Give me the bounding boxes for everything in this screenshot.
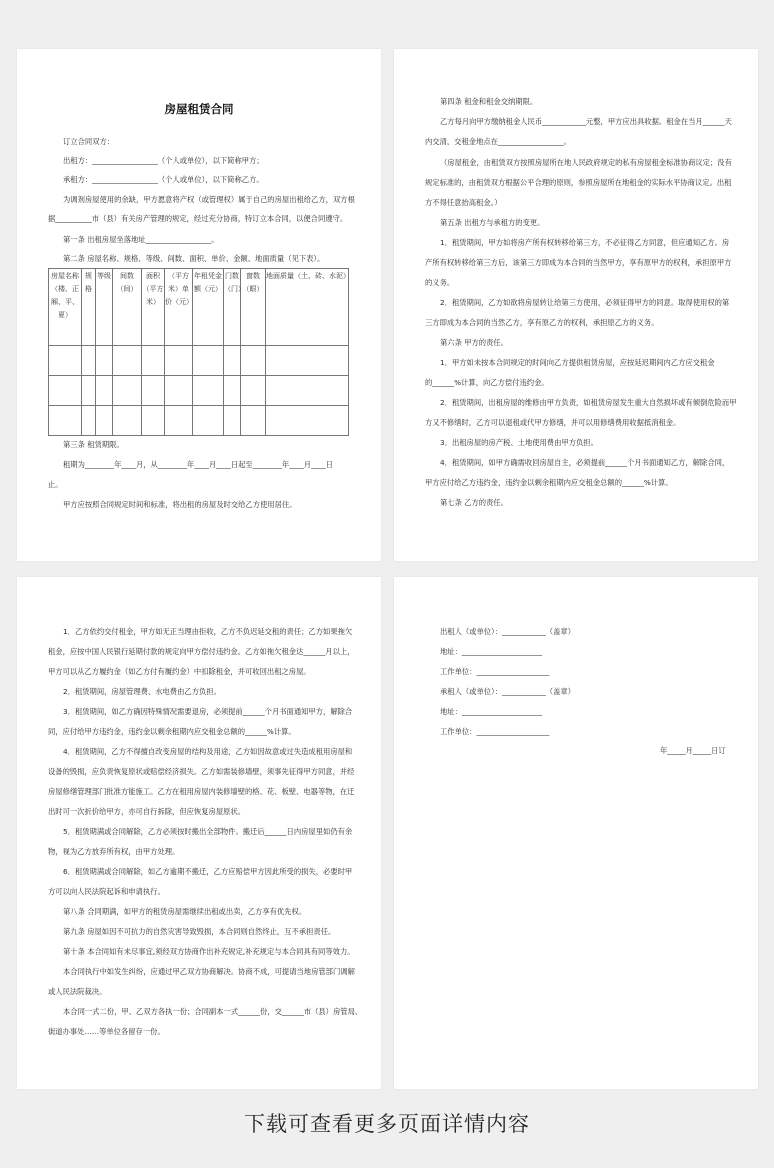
contract-page-1 [17,49,381,561]
text-line: 第十条 本合同如有未尽事宜,须经双方协商作出补充规定,补充规定与本合同具有同等效力。 [63,947,355,956]
text-line: 规定标准的，由租赁双方根据公平合理的原则，参照房屋所在地租金的实际水平协商议定。出租 [425,178,732,187]
text-line: 止。 [48,480,63,489]
contract-page-2 [394,49,758,561]
signature-field-lessee-employer: 工作单位：____________________ [440,727,550,736]
text-line: 第七条 乙方的责任。 [440,498,508,507]
text-line: 6．租赁期满或合同解除，如乙方逾期不搬迁，乙方应赔偿甲方因此所受的损失，必要时甲 [63,867,353,876]
signature-field-lessee-address: 地址：______________________ [440,707,543,716]
text-line: 3．租赁期间，如乙方确因特殊情况需要退房，必须提前______个月书面通知甲方，解除合 [63,707,353,716]
text-line: 第四条 租金和租金交纳期限。 [440,97,538,106]
text-line: 甲方应付给乙方违约金，违约金以剩余租期内应交租金总额的______%计算。 [425,478,673,487]
document-title: 房屋租赁合同 [164,102,234,116]
signature-field-lessor-address: 地址：______________________ [440,647,543,656]
text-line: 租金，应按中国人民银行延期付款的规定向甲方偿付违约金。乙方如拖欠租金达______月以上， [48,647,355,656]
table-header-cell: 间数（间） [113,269,142,346]
text-line: 承租方：__________________（个人或单位），以下简称乙方。 [63,175,264,184]
text-line: 产所有权转移给第三方后，该第三方即成为本合同的当然甲方，享有原甲方的权利，承担原甲方 [425,258,732,267]
text-line: 2．租赁期间，乙方如欲将房屋转让给第三方使用，必须征得甲方的同意。取得使用权的第 [440,298,730,307]
signing-date: 年_____月_____日订 [660,746,726,755]
text-line: 为调剂房屋使用的余缺，甲方愿意将产权（或管理权）属于自己的房屋出租给乙方，双方根 [63,195,355,204]
text-line: 2．租赁期间，房屋管理费、水电费由乙方负担。 [63,687,221,696]
text-line: 甲方应按照合同规定时间和标准，将出租的房屋及时交给乙方使用居住。 [63,500,297,509]
text-line: 方可以向人民法院起诉和申请执行。 [48,887,165,896]
text-line: 本合同一式二份，甲、乙双方各执一份；合同副本一式______份，交______市（县）房管局、 [63,1007,363,1016]
table-header-cell: 年租凭金额（元） [193,269,224,346]
text-line: 乙方每月向甲方缴纳租金人民币____________元整，甲方应出具收据。租金在当月______天 [440,117,732,126]
text-line: 街道办事处……等单位各留存一份。 [48,1027,165,1036]
text-line: 1．甲方如未按本合同规定的时间向乙方提供租赁房屋，应按延迟期间内乙方应交租金 [440,358,715,367]
signature-field-lessor-employer: 工作单位：____________________ [440,667,550,676]
text-line: 5．租赁期满或合同解除，乙方必须按时搬出全部物件。搬迁后______日内房屋里如仍有余 [63,827,353,836]
text-line: 第二条 房屋名称、规格、等级、间数、面积、单价、金额、地面质量（见下表）。 [63,254,325,263]
text-line: 3．出租房屋的房产税、土地使用费由甲方负担。 [440,438,598,447]
text-line: 第五条 出租方与承租方的变更。 [440,218,545,227]
text-line: 的义务。 [425,278,455,287]
text-line: 1．乙方依约交付租金，甲方如无正当理由拒收，乙方不负迟延交租的责任；乙方如果拖欠 [63,627,353,636]
text-line: 方不得任意抬高租金。） [425,198,502,207]
text-line: 物，视为乙方放弃所有权，由甲方处理。 [48,847,180,856]
table-header-cell: 门数（门） [224,269,241,346]
text-line: 同，应付给甲方违约金，违约金以剩余租期内应交租金总额的______%计算。 [48,727,296,736]
contract-page-3 [17,577,381,1089]
text-line: （房屋租金，由租赁双方按照房屋所在地人民政府规定的私有房屋租金标准协商议定；没有 [440,158,732,167]
text-line: 设备的毁损，应负责恢复原状或赔偿经济损失。乙方如需装修墙壁，须事先征得甲方同意，并经 [48,767,355,776]
table-header-cell: 面积（平方米） [142,269,165,346]
text-line: 订立合同双方： [63,137,115,146]
table-header-row [49,269,349,346]
text-line: 方又不修缮时，乙方可以退租或代甲方修缮，并可以用修缮费用收据抵消租金。 [425,418,681,427]
table-header-cell: 地面质量（土、砖、水泥） [266,269,349,346]
signature-field-lessor: 出租人（或单位）：____________（盖章） [440,627,575,636]
table-row [49,406,349,436]
text-line: 第三条 租赁期限。 [63,440,124,449]
table-row [49,346,349,376]
contract-page-4 [394,577,758,1089]
text-line: 甲方可以从乙方履约金（如乙方付有履约金）中扣除租金，并可收回出租之房屋。 [48,667,311,676]
table-header-cell: 等级 [96,269,113,346]
text-line: 第六条 甲方的责任。 [440,338,508,347]
text-line: 4．租赁期间，如甲方确需收回房屋自主，必须提前______个月书面通知乙方，解除合同， [440,458,730,467]
text-line: 第八条 合同期满，如甲方的租赁房屋需继续出租或出卖，乙方享有优先权。 [63,907,307,916]
text-line: 房屋修缮管理部门批准方能施工。乙方在租用房屋内装修墙壁的格、花、板壁、电器等物，在迁 [48,787,355,796]
text-line: 或人民法院裁决。 [48,987,107,996]
table-header-cell: 规格 [82,269,96,346]
text-line: 本合同执行中如发生纠纷，应通过甲乙双方协商解决。协商不成，可提请当地房管部门调解 [63,967,355,976]
text-line: 出租方：__________________（个人或单位），以下简称甲方； [63,156,264,165]
table-header-cell: 房屋名称（楼、正厢、平、夏） [49,269,82,346]
text-line: 第一条 出租房屋坐落地址__________________。 [63,235,219,244]
text-line: 三方即成为本合同的当然乙方，享有原乙方的权利，承担原乙方的义务。 [425,318,659,327]
text-line: 1．租赁期间，甲方如将房产所有权转移给第三方，不必征得乙方同意，但应通知乙方。房 [440,238,730,247]
text-line: 据__________市（县）有关房产管理的规定，经过充分协商，特订立本合同，以便合同遵守。 [48,214,348,223]
text-line: 租期为________年____月，从________年____月____日起至________年____月____日 [63,460,333,469]
text-line: 的______%计算，向乙方偿付违约金。 [425,378,549,387]
text-line: 内交清，交租金地点在__________________。 [425,137,571,146]
table-header-cell: （平方米）单价（元） [165,269,193,346]
text-line: 2．租赁期间，出租房屋的维修由甲方负责，如租赁房屋发生重大自然损坏或有倾倒危险而甲 [440,398,737,407]
text-line: 第九条 房屋如因不可抗力的自然灾害导致毁损，本合同则自然终止，互不承担责任。 [63,927,336,936]
table-row [49,376,349,406]
text-line: 出时可一次折价给甲方，亦可自行拆除，但应恢复房屋原状。 [48,807,246,816]
more-pages-caption: 下载可查看更多页面详情内容 [244,1112,530,1136]
signature-field-lessee: 承租人（或单位）：____________（盖章） [440,687,575,696]
text-line: 4．租赁期间，乙方不得擅自改变房屋的结构及用途，乙方如因故意或过失造成租用房屋和 [63,747,353,756]
table-header-cell: 窗数（眼） [241,269,266,346]
property-table [48,268,349,436]
